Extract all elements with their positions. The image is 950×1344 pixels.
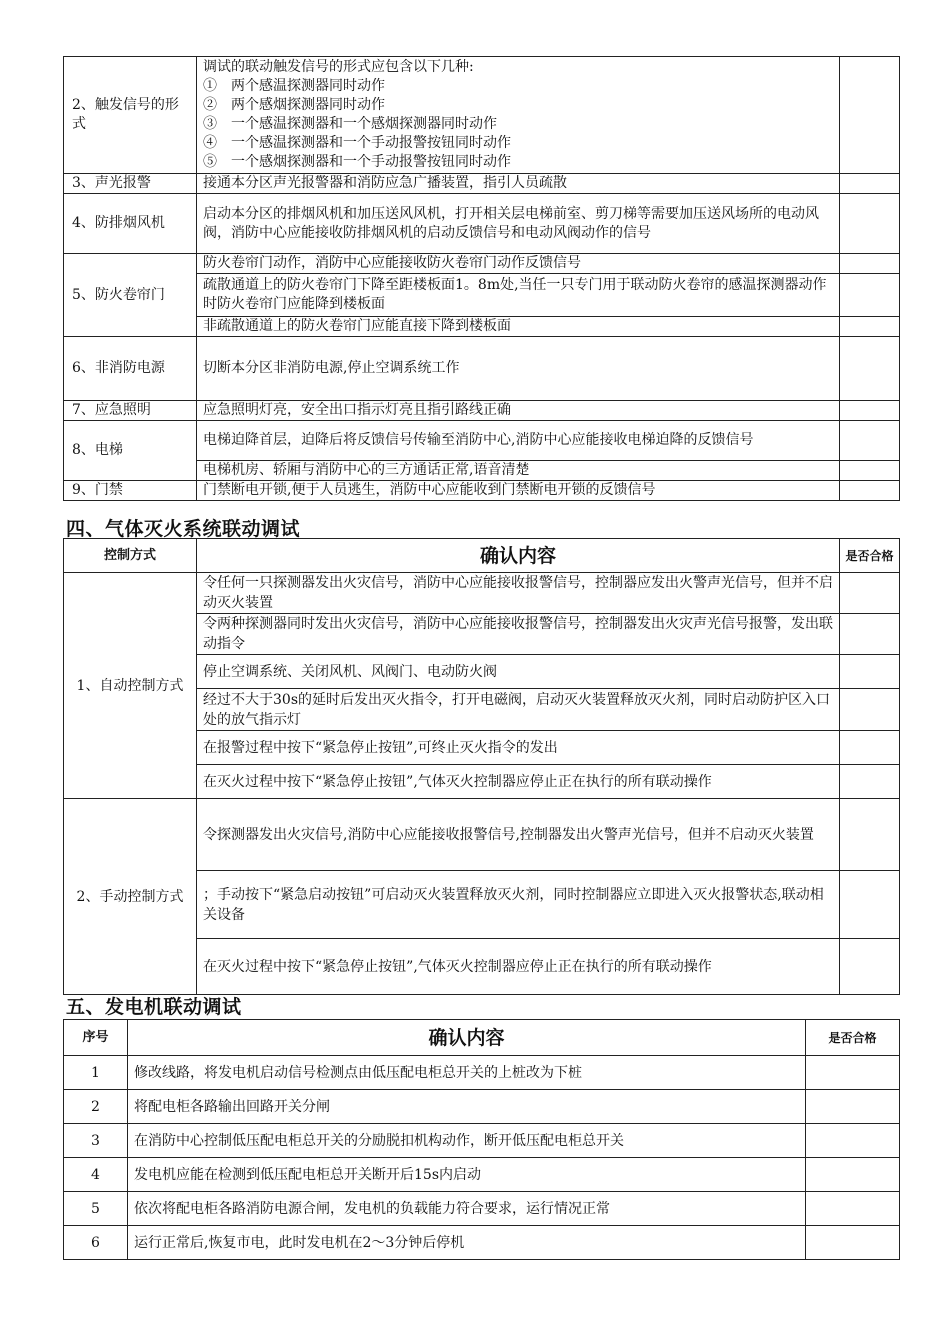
linkage-test-table bbox=[63, 56, 900, 501]
table-row bbox=[64, 421, 900, 461]
content-cell: 在报警过程中按下“紧急停止按钮”,可终止灭火指令的发出 bbox=[197, 731, 840, 765]
gas-extinguishing-table bbox=[63, 538, 900, 995]
result-cell[interactable] bbox=[806, 1226, 900, 1260]
table-row bbox=[64, 401, 900, 421]
content-cell: 运行正常后,恢复市电，此时发电机在2～3分钟后停机 bbox=[128, 1226, 806, 1260]
result-cell[interactable] bbox=[840, 939, 900, 995]
result-cell[interactable] bbox=[840, 731, 900, 765]
content-cell: 切断本分区非消防电源,停止空调系统工作 bbox=[197, 337, 840, 401]
result-cell[interactable] bbox=[840, 655, 900, 689]
content-cell: 停止空调系统、关闭风机、风阀门、电动防火阀 bbox=[197, 655, 840, 689]
row-label: 1、自动控制方式 bbox=[64, 573, 197, 799]
column-header: 是否合格 bbox=[806, 1020, 900, 1056]
content-cell: 在灭火过程中按下“紧急停止按钮”,气体灭火控制器应停止正在执行的所有联动操作 bbox=[197, 765, 840, 799]
section-title: 四、气体灭火系统联动调试 bbox=[66, 518, 301, 540]
table-header-row bbox=[64, 1020, 900, 1056]
row-label: 4、防排烟风机 bbox=[64, 194, 197, 254]
section-title: 五、发电机联动调试 bbox=[66, 996, 242, 1018]
row-number: 2 bbox=[64, 1090, 128, 1124]
table-row bbox=[64, 573, 900, 614]
content-cell: 在灭火过程中按下“紧急停止按钮”,气体灭火控制器应停止正在执行的所有联动操作 bbox=[197, 939, 840, 995]
result-cell[interactable] bbox=[840, 765, 900, 799]
content-cell: 电梯迫降首层，迫降后将反馈信号传输至消防中心,消防中心应能接收电梯迫降的反馈信号 bbox=[197, 421, 840, 461]
result-cell[interactable] bbox=[840, 689, 900, 731]
content-cell: ；手动按下“紧急启动按钮”可启动灭火装置释放灭火剂，同时控制器应立即进入灭火报警状态,联动相关设备 bbox=[197, 871, 840, 939]
result-cell[interactable] bbox=[840, 481, 900, 501]
table-row bbox=[64, 1090, 900, 1124]
table-row bbox=[64, 174, 900, 194]
content-cell: 启动本分区的排烟风机和加压送风风机，打开相关层电梯前室、剪刀梯等需要加压送风场所的电动风阀，消防中心应能接收防排烟风机的启动反馈信号和电动风阀动作的信号 bbox=[197, 194, 840, 254]
result-cell[interactable] bbox=[840, 274, 900, 317]
result-cell[interactable] bbox=[840, 421, 900, 461]
result-cell[interactable] bbox=[806, 1192, 900, 1226]
table-row bbox=[64, 799, 900, 871]
list-item: ④ 一个感温探测器和一个手动报警按钮同时动作 bbox=[203, 135, 511, 151]
result-cell[interactable] bbox=[840, 871, 900, 939]
content-cell: 接通本分区声光报警器和消防应急广播装置，指引人员疏散 bbox=[197, 174, 840, 194]
row-label: 8、电梯 bbox=[64, 421, 197, 481]
result-cell[interactable] bbox=[840, 254, 900, 274]
result-cell[interactable] bbox=[806, 1090, 900, 1124]
result-cell[interactable] bbox=[840, 799, 900, 871]
content-cell: 电梯机房、轿厢与消防中心的三方通话正常,语音清楚 bbox=[197, 461, 840, 481]
result-cell[interactable] bbox=[806, 1056, 900, 1090]
row-label: 6、非消防电源 bbox=[64, 337, 197, 401]
result-cell[interactable] bbox=[840, 573, 900, 614]
column-header: 控制方式 bbox=[64, 539, 197, 573]
column-header: 确认内容 bbox=[197, 539, 840, 573]
content-cell: 令任何一只探测器发出火灾信号，消防中心应能接收报警信号，控制器应发出火警声光信号，但并不启动灭火装置 bbox=[197, 573, 840, 614]
result-cell[interactable] bbox=[840, 401, 900, 421]
content-cell: 防火卷帘门动作，消防中心应能接收防火卷帘门动作反馈信号 bbox=[197, 254, 840, 274]
result-cell[interactable] bbox=[840, 174, 900, 194]
list-item: ② 两个感烟探测器同时动作 bbox=[203, 97, 385, 113]
table-row bbox=[64, 1158, 900, 1192]
list-item: ⑤ 一个感烟探测器和一个手动报警按钮同时动作 bbox=[203, 154, 511, 170]
content-cell: 令探测器发出火灾信号,消防中心应能接收报警信号,控制器发出火警声光信号，但并不启动灭火装置 bbox=[197, 799, 840, 871]
result-cell[interactable] bbox=[806, 1124, 900, 1158]
list-item: ③ 一个感温探测器和一个感烟探测器同时动作 bbox=[203, 116, 497, 132]
content-cell: 经过不大于30s的延时后发出灭火指令，打开电磁阀，启动灭火装置释放灭火剂，同时启动防护区入口处的放气指示灯 bbox=[197, 689, 840, 731]
content-cell: 令两种探测器同时发出火灾信号，消防中心应能接收报警信号，控制器发出火灾声光信号报警，发出联动指令 bbox=[197, 614, 840, 655]
table-row bbox=[64, 1124, 900, 1158]
content-cell: 应急照明灯亮，安全出口指示灯亮且指引路线正确 bbox=[197, 401, 840, 421]
result-cell[interactable] bbox=[806, 1158, 900, 1192]
result-cell[interactable] bbox=[840, 317, 900, 337]
row-label: 5、防火卷帘门 bbox=[64, 254, 197, 337]
table-row bbox=[64, 1056, 900, 1090]
result-cell[interactable] bbox=[840, 461, 900, 481]
table-row bbox=[64, 57, 900, 174]
table-row bbox=[64, 194, 900, 254]
content-cell: 非疏散通道上的防火卷帘门应能直接下降到楼板面 bbox=[197, 317, 840, 337]
row-number: 4 bbox=[64, 1158, 128, 1192]
column-header: 序号 bbox=[64, 1020, 128, 1056]
row-label: 9、门禁 bbox=[64, 481, 197, 501]
table-row bbox=[64, 337, 900, 401]
table-header-row bbox=[64, 539, 900, 573]
content-cell: 将配电柜各路输出回路开关分闸 bbox=[128, 1090, 806, 1124]
row-number: 1 bbox=[64, 1056, 128, 1090]
column-header: 是否合格 bbox=[840, 539, 900, 573]
table-row bbox=[64, 1226, 900, 1260]
row-label: 7、应急照明 bbox=[64, 401, 197, 421]
result-cell[interactable] bbox=[840, 337, 900, 401]
result-cell[interactable] bbox=[840, 614, 900, 655]
row-label: 3、声光报警 bbox=[64, 174, 197, 194]
content-cell: 门禁断电开锁,便于人员逃生，消防中心应能收到门禁断电开锁的反馈信号 bbox=[197, 481, 840, 501]
table-row bbox=[64, 254, 900, 274]
row-label: 2、触发信号的形式 bbox=[64, 57, 197, 174]
row-label: 2、手动控制方式 bbox=[64, 799, 197, 995]
content-cell: 修改线路，将发电机启动信号检测点由低压配电柜总开关的上桩改为下桩 bbox=[128, 1056, 806, 1090]
result-cell[interactable] bbox=[840, 57, 900, 174]
content-cell: 疏散通道上的防火卷帘门下降至距楼板面1。8m处,当任一只专门用于联动防火卷帘的感温探测器动作时防火卷帘门应能降到楼板面 bbox=[197, 274, 840, 317]
trigger-intro: 调试的联动触发信号的形式应包含以下几种: bbox=[203, 59, 474, 75]
row-number: 6 bbox=[64, 1226, 128, 1260]
result-cell[interactable] bbox=[840, 194, 900, 254]
table-row bbox=[64, 481, 900, 501]
trigger-forms-cell bbox=[197, 57, 840, 174]
content-cell: 依次将配电柜各路消防电源合闸，发电机的负载能力符合要求，运行情况正常 bbox=[128, 1192, 806, 1226]
column-header: 确认内容 bbox=[128, 1020, 806, 1056]
table-row bbox=[64, 1192, 900, 1226]
list-item: ① 两个感温探测器同时动作 bbox=[203, 78, 385, 94]
generator-test-table bbox=[63, 1019, 900, 1260]
row-number: 5 bbox=[64, 1192, 128, 1226]
row-number: 3 bbox=[64, 1124, 128, 1158]
content-cell: 发电机应能在检测到低压配电柜总开关断开后15s内启动 bbox=[128, 1158, 806, 1192]
content-cell: 在消防中心控制低压配电柜总开关的分励脱扣机构动作，断开低压配电柜总开关 bbox=[128, 1124, 806, 1158]
